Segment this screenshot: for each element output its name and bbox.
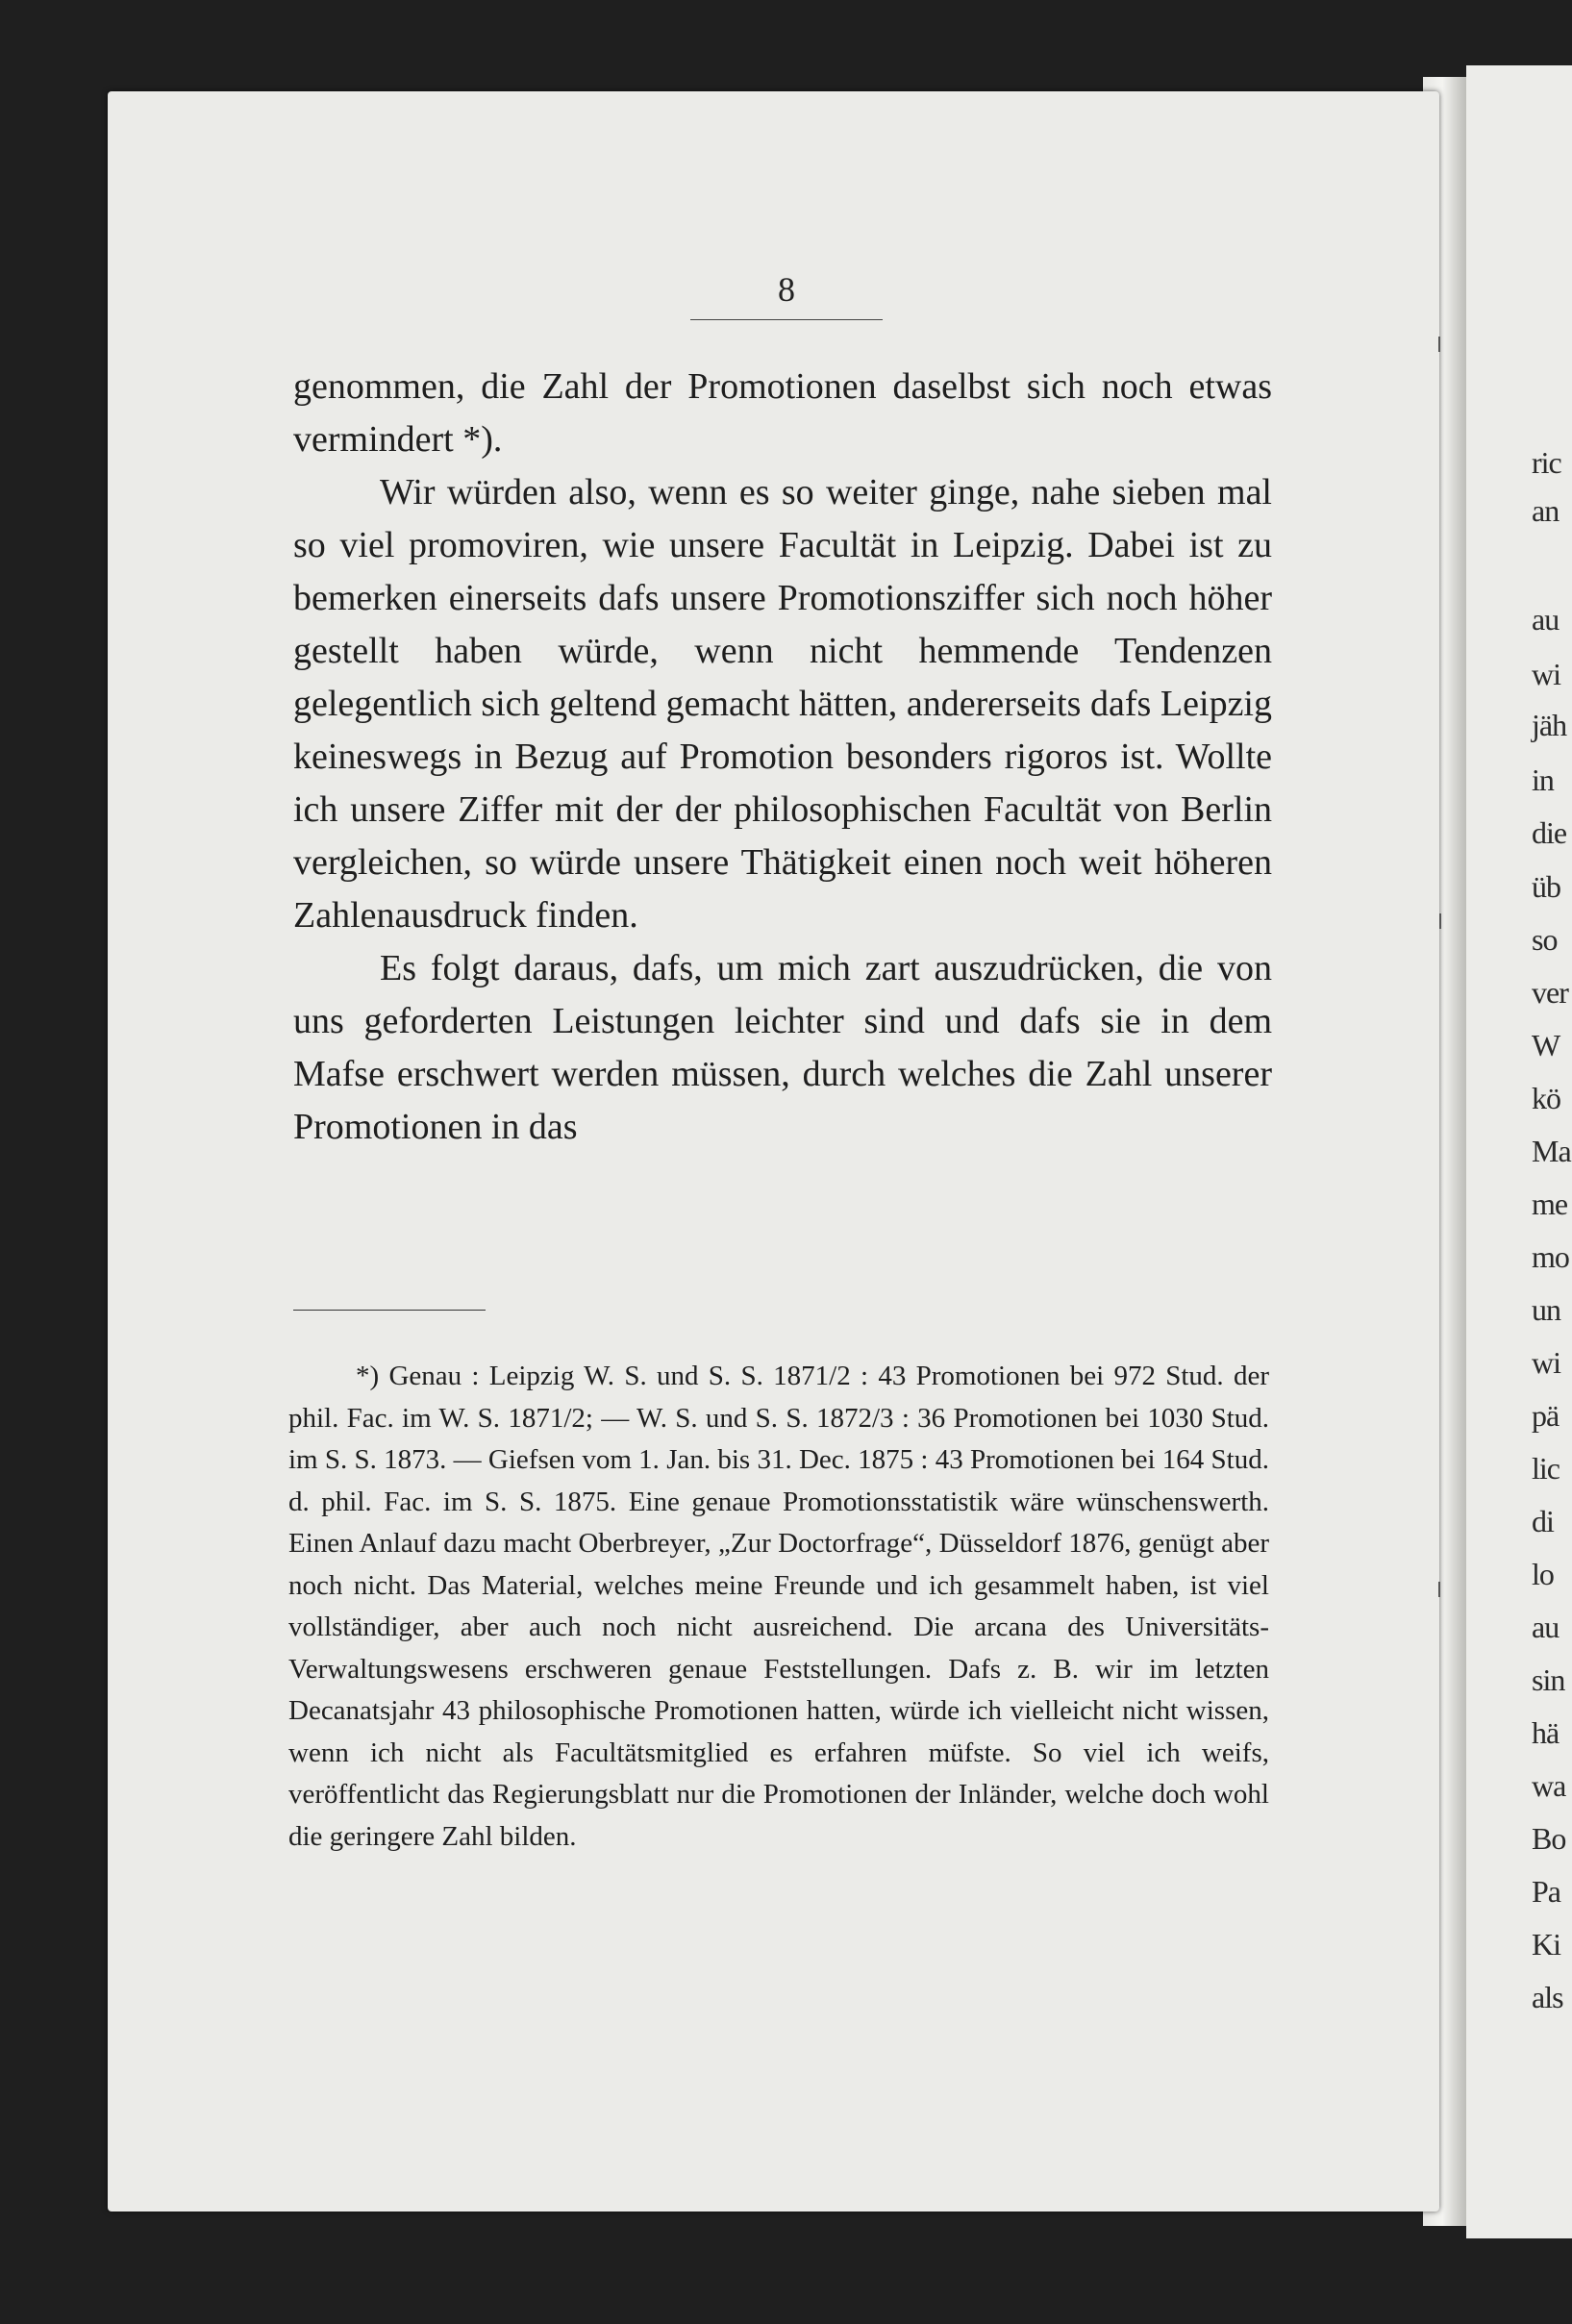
adjacent-fragment: so	[1532, 922, 1558, 957]
adjacent-fragment: in	[1532, 762, 1554, 797]
adjacent-fragment: jäh	[1532, 708, 1567, 742]
adjacent-fragment: die	[1532, 815, 1567, 850]
page-mark	[1439, 913, 1441, 929]
adjacent-fragment: als	[1532, 1980, 1563, 2014]
adjacent-fragment: Bo	[1532, 1821, 1566, 1856]
adjacent-fragment: Ma	[1532, 1134, 1571, 1168]
adjacent-fragment: un	[1532, 1292, 1560, 1327]
adjacent-fragment: kö	[1532, 1081, 1560, 1115]
adjacent-fragment: di	[1532, 1504, 1554, 1538]
adjacent-fragment: wi	[1532, 1345, 1560, 1380]
adjacent-fragment: Ki	[1532, 1927, 1560, 1962]
footnote: *) Genau : Leipzig W. S. und S. S. 1871/2 : 43 Promotionen bei 972 Stud. der phil. Fac. im W. S. 1871/2; — W. S. und S. S. 1872/3 : 36 Promotionen bei 1030 Stud. im S. S. 1873. — Giefsen vom 1. Jan. bis 31. Dec. 1875 : 43 Promotionen bei 164 Stud. d. phil. Fac. im S. S. 1875. Eine genaue Promotionsstatistik wäre wünschenswerth. Einen Anlauf dazu macht Oberbreyer, „Zur Doctorfrage“, Düsseldorf 1876, genügt aber noch nicht. Das Material, welches meine Freunde und ich gesammelt haben, ist viel vollständiger, aber auch noch nicht ausreichend. Die arcana des Universitäts-Verwaltungswesens erschweren genaue Feststellungen. Dafs z. B. wir im letzten Decanatsjahr 43 philosophische Promotionen hatten, würde ich vielleicht nicht wissen, wenn ich nicht als Facultätsmitglied es erfahren müfste. So viel ich weifs, veröffentlicht das Regierungsblatt nur die Promotionen der Inländer, welche doch wohl die geringere Zahl bilden.	[288, 1361, 1269, 1852]
footnote-rule	[293, 1310, 486, 1311]
adjacent-fragment: ric	[1532, 445, 1561, 480]
page-number: 8	[778, 270, 795, 309]
adjacent-fragment: au	[1532, 1610, 1560, 1644]
page-mark	[1438, 1582, 1440, 1597]
adjacent-fragment: Pa	[1532, 1874, 1560, 1909]
body-text	[293, 361, 1272, 1154]
adjacent-fragment: au	[1532, 602, 1560, 637]
adjacent-page	[1466, 65, 1572, 2238]
paragraph: Es folgt daraus, dafs, um mich zart auszudrücken, die von uns geforderten Leistungen leichter sind und dafs sie in dem Mafse erschwert werden müssen, durch welches die Zahl unserer Promotionen in das	[293, 948, 1272, 1147]
adjacent-fragment: an	[1532, 493, 1560, 528]
adjacent-fragment: W	[1532, 1028, 1560, 1062]
adjacent-fragment: lic	[1532, 1451, 1560, 1486]
adjacent-fragment: lo	[1532, 1557, 1554, 1591]
adjacent-fragment: me	[1532, 1187, 1568, 1221]
adjacent-fragment: hä	[1532, 1715, 1560, 1750]
adjacent-fragment: wi	[1532, 657, 1560, 691]
adjacent-fragment: üb	[1532, 869, 1560, 904]
header-rule	[690, 319, 883, 320]
adjacent-fragment: sin	[1532, 1662, 1565, 1697]
page-mark	[1438, 337, 1440, 352]
paragraph: Wir würden also, wenn es so weiter ginge, nahe sieben mal so viel promoviren, wie unsere Facultät in Leipzig. Dabei ist zu bemerken einerseits dafs unsere Promotionsziffer sich noch höher gestellt haben würde, wenn nicht hemmende Tendenzen gelegentlich sich geltend gemacht hätten, andererseits dafs Leipzig keineswegs in Bezug auf Promotion besonders rigoros ist. Wollte ich unsere Ziffer mit der der philosophischen Facultät von Berlin vergleichen, so würde unsere Thätigkeit einen noch weit höheren Zahlenausdruck finden.	[293, 472, 1272, 936]
paragraph: genommen, die Zahl der Promotionen daselbst sich noch etwas vermindert *).	[293, 366, 1272, 460]
adjacent-fragment: mo	[1532, 1239, 1569, 1274]
adjacent-fragment: ver	[1532, 975, 1568, 1010]
adjacent-fragment: wa	[1532, 1768, 1566, 1803]
adjacent-fragment: pä	[1532, 1398, 1560, 1433]
